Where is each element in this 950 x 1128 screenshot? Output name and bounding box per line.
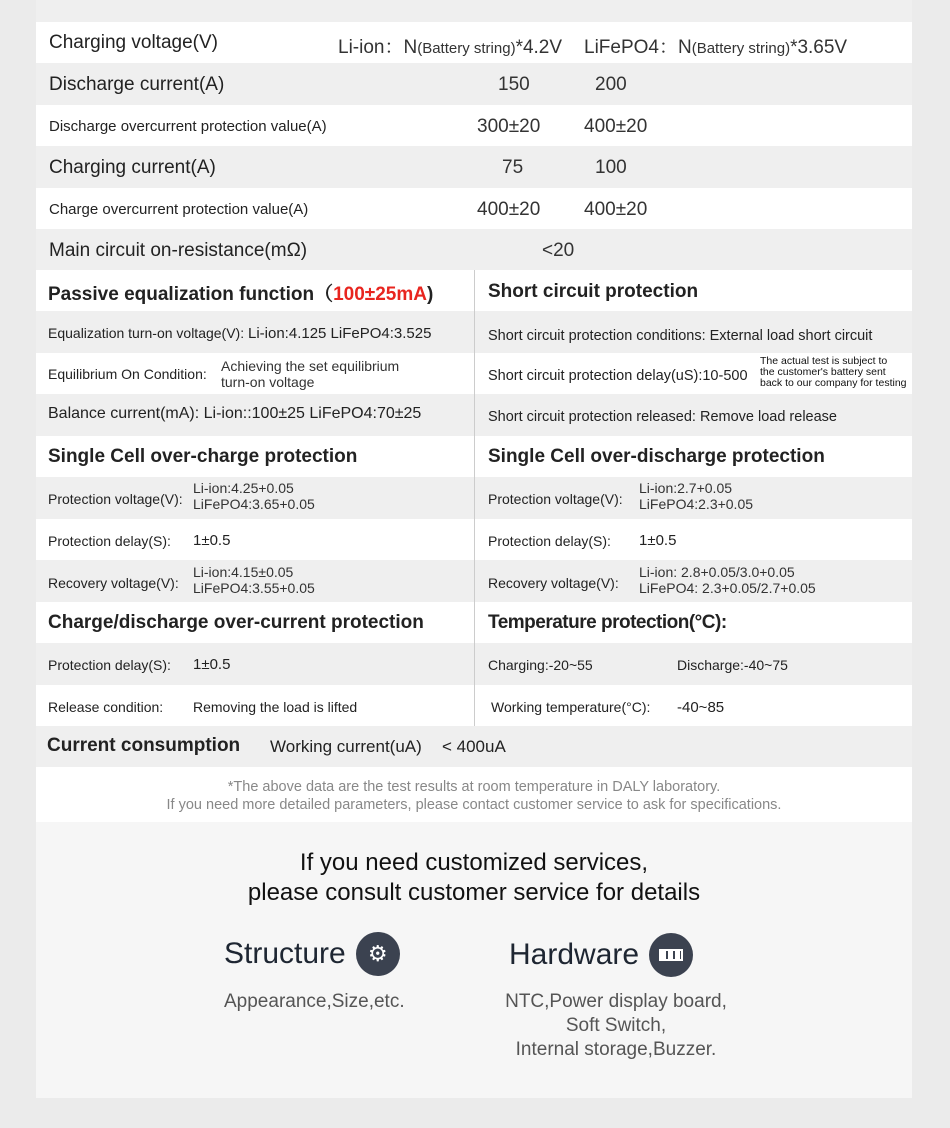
label: Protection voltage(V): (48, 491, 183, 507)
structure-title: Structure (224, 937, 346, 970)
spec-row-charging-voltage (36, 22, 912, 64)
value-lfp: 100 (595, 157, 627, 178)
label: Main circuit on-resistance(mΩ) (49, 240, 308, 261)
overdischarge-title: Single Cell over-discharge protection (488, 446, 825, 467)
consumption-title: Current consumption (47, 735, 241, 756)
charging-temp: Charging:-20~55 (488, 657, 593, 673)
label: Protection delay(S): (48, 657, 171, 673)
label: Protection delay(S): (48, 533, 171, 549)
overcurrent-title: Charge/discharge over-current protection (48, 612, 424, 633)
temperature-title: Temperature protection(°C): (488, 612, 727, 633)
spec-row-charging-current (36, 146, 912, 188)
footnote (36, 767, 912, 822)
balance-condition-label: Equilibrium On Condition: (48, 366, 207, 382)
value-liion: Li-ion：N(Battery string)*4.2V (338, 37, 563, 58)
value-liion: 300±20 (477, 116, 541, 137)
hardware-desc: NTC,Power display board, Soft Switch, Internal storage,Buzzer. (505, 991, 727, 1060)
spec-row-on-resistance (36, 229, 912, 271)
label: Release condition: (48, 699, 164, 715)
value-liion: 400±20 (477, 199, 541, 220)
value: < 400uA (442, 737, 506, 756)
value-liion: 150 (498, 74, 530, 95)
discharge-temp: Discharge:-40~75 (677, 657, 788, 673)
consumption-row (36, 726, 912, 767)
value: 1±0.5 (193, 532, 231, 549)
label: Recovery voltage(V): (48, 575, 179, 591)
short-circuit-title: Short circuit protection (488, 281, 699, 302)
balance-condition-value: Achieving the set equilibrium turn-on voltage (221, 358, 400, 390)
label: Discharge current(A) (49, 74, 225, 95)
spec-row-discharge-current (36, 63, 912, 105)
overcharge-title: Single Cell over-charge protection (48, 446, 358, 467)
label: Discharge overcurrent protection value(A) (49, 118, 327, 135)
structure-desc: Appearance,Size,etc. (224, 991, 405, 1012)
value: <20 (542, 240, 575, 261)
column-divider (474, 270, 475, 726)
hardware-title: Hardware (509, 938, 640, 971)
customization-panel (36, 822, 912, 1098)
label: Charging voltage(V) (49, 32, 218, 53)
value-lfp: LiFePO4：N(Battery string)*3.65V (584, 37, 848, 58)
footnote-line: If you need more detailed parameters, please contact customer service to ask for specifications. (166, 797, 782, 813)
label: Charging current(A) (49, 157, 216, 178)
customization-heading: If you need customized services, please consult customer service for details (247, 849, 701, 906)
short-delay-note: The actual test is subject to the customer's battery sent back to our company for testing (760, 355, 907, 389)
top-strip (36, 0, 912, 22)
short-delay: Short circuit protection delay(uS):10-500 (488, 368, 748, 384)
balance-title: Passive equalization function（100±25mA) (48, 284, 434, 305)
label: Protection delay(S): (488, 533, 611, 549)
short-conditions: Short circuit protection conditions: External load short circuit (488, 328, 873, 344)
label: Working current(uA) (270, 737, 422, 756)
label: Recovery voltage(V): (488, 575, 619, 591)
label: Charge overcurrent protection value(A) (49, 201, 309, 218)
value: -40~85 (677, 699, 725, 716)
value: 1±0.5 (639, 532, 677, 549)
label: Working temperature(°C): (491, 699, 651, 715)
value: Removing the load is lifted (193, 699, 358, 715)
value: 1±0.5 (193, 656, 231, 673)
value-liion: 75 (502, 157, 524, 178)
memory-chip-icon (649, 933, 693, 977)
value-lfp: 400±20 (584, 116, 648, 137)
value-lfp: 400±20 (584, 199, 648, 220)
value: Li-ion:4.25+0.05 LiFePO4:3.65+0.05 (193, 480, 315, 512)
structure-feature (224, 932, 400, 976)
value: Li-ion: 2.8+0.05/3.0+0.05 LiFePO4: 2.3+0.05/2.7+0.05 (639, 564, 816, 596)
gear-wrench-icon: ⚙ (356, 932, 400, 976)
value-lfp: 200 (595, 74, 627, 95)
value: Li-ion:2.7+0.05 LiFePO4:2.3+0.05 (639, 480, 754, 512)
label: Protection voltage(V): (488, 491, 623, 507)
short-release: Short circuit protection released: Remove load release (488, 409, 837, 425)
value: Li-ion:4.15±0.05 LiFePO4:3.55+0.05 (193, 564, 315, 596)
footnote-line: *The above data are the test results at room temperature in DALY laboratory. (227, 779, 721, 795)
balance-current: Balance current(mA): Li-ion::100±25 LiFePO4:70±25 (48, 405, 422, 422)
spec-row-charge-ocp (36, 188, 912, 230)
balance-turn-on: Equalization turn-on voltage(V): Li-ion:4.125 LiFePO4:3.525 (48, 325, 432, 342)
hardware-feature (509, 933, 693, 977)
spec-row-discharge-ocp (36, 105, 912, 147)
